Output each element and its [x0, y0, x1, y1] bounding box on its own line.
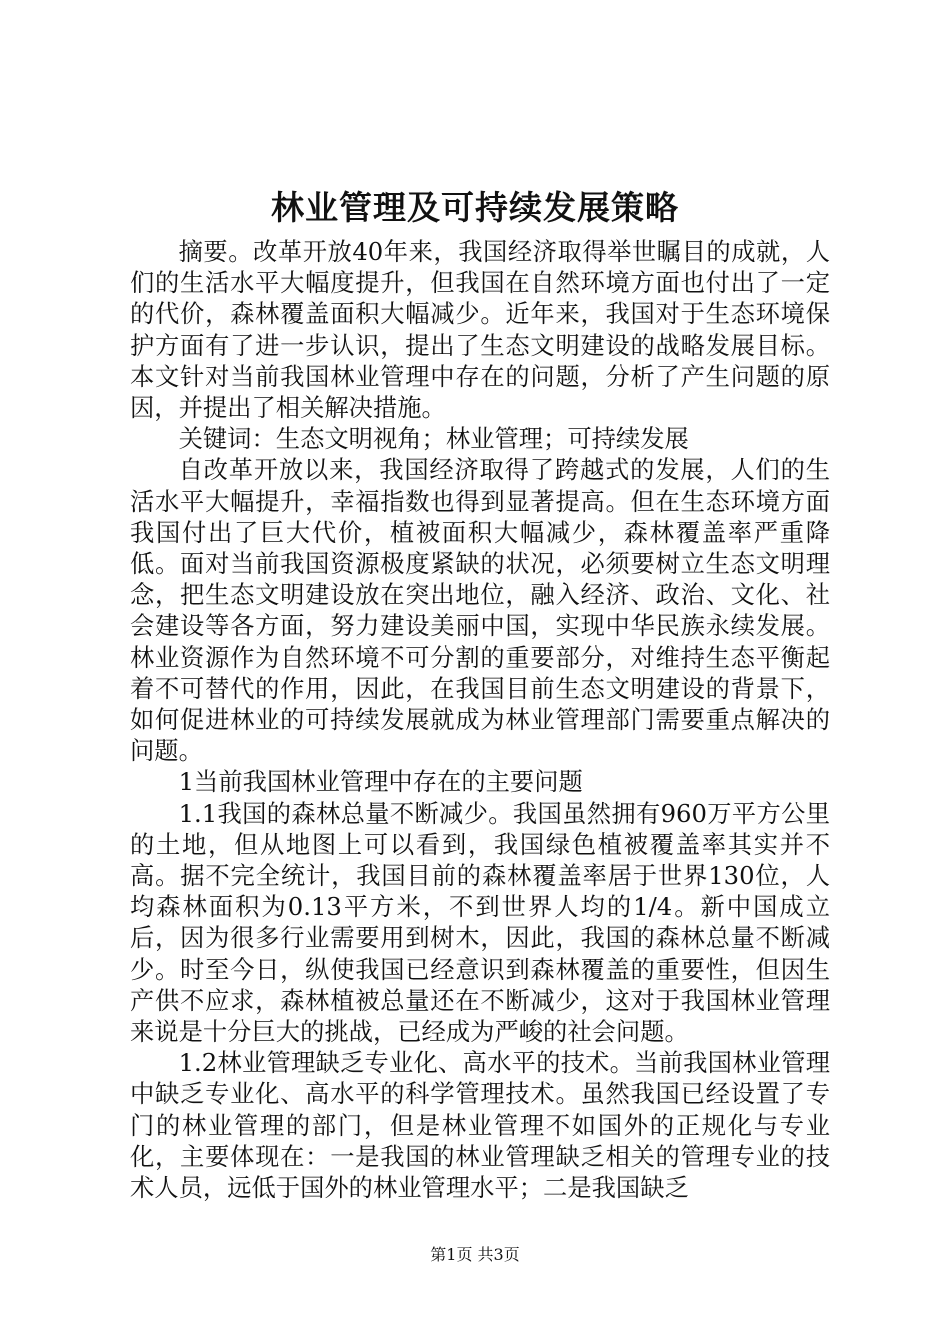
- keywords-paragraph: 关键词：生态文明视角；林业管理；可持续发展: [178, 424, 689, 454]
- subsection-paragraph-1-1: 1.1我国的森林总量不断减少。我国虽然拥有960万平方公里的土地，但从地图上可以看到，我国绿色植被覆盖率其实并不高。据不完全统计，我国目前的森林覆盖率居于世界130位，人均森林面积为0.13平方米，不到世界人均的1/4。新中国成立后，因为很多行业需要用到树木，因此，我国的森林总量不断减少。时至今日，纵使我国已经意识到森林覆盖的重要性，但因生产供不应求，森林植被总量还在不断减少，这对于我国林业管理来说是十分巨大的挑战，已经成为严峻的社会问题。: [130, 798, 830, 1047]
- document-title: 林业管理及可持续发展策略: [271, 188, 679, 227]
- intro-paragraph: 自改革开放以来，我国经济取得了跨越式的发展，人们的生活水平大幅提升，幸福指数也得到显著提高。但在生态环境方面我国付出了巨大代价，植被面积大幅减少，森林覆盖率严重降低。面对当前我国资源极度紧缺的状况，必须要树立生态文明理念，把生态文明建设放在突出地位，融入经济、政治、文化、社会建设等各方面，努力建设美丽中国，实现中华民族永续发展。林业资源作为自然环境不可分割的重要部分，对维持生态平衡起着不可替代的作用，因此，在我国目前生态文明建设的背景下，如何促进林业的可持续发展就成为林业管理部门需要重点解决的问题。: [130, 455, 830, 766]
- page-footer: 第1页 共3页: [430, 1245, 520, 1264]
- document-body: [130, 236, 830, 1203]
- section-heading: 1当前我国林业管理中存在的主要问题: [178, 767, 583, 797]
- subsection-paragraph-1-2: 1.2林业管理缺乏专业化、高水平的技术。当前我国林业管理中缺乏专业化、高水平的科学管理技术。虽然我国已经设置了专门的林业管理的部门，但是林业管理不如国外的正规化与专业化，主要体现在：一是我国的林业管理缺乏相关的管理专业的技术人员，远低于国外的林业管理水平；二是我国缺乏: [130, 1048, 830, 1203]
- abstract-paragraph: 摘要。改革开放40年来，我国经济取得举世瞩目的成就，人们的生活水平大幅度提升，但我国在自然环境方面也付出了一定的代价，森林覆盖面积大幅减少。近年来，我国对于生态环境保护方面有了进一步认识，提出了生态文明建设的战略发展目标。本文针对当前我国林业管理中存在的问题，分析了产生问题的原因，并提出了相关解决措施。: [130, 237, 830, 423]
